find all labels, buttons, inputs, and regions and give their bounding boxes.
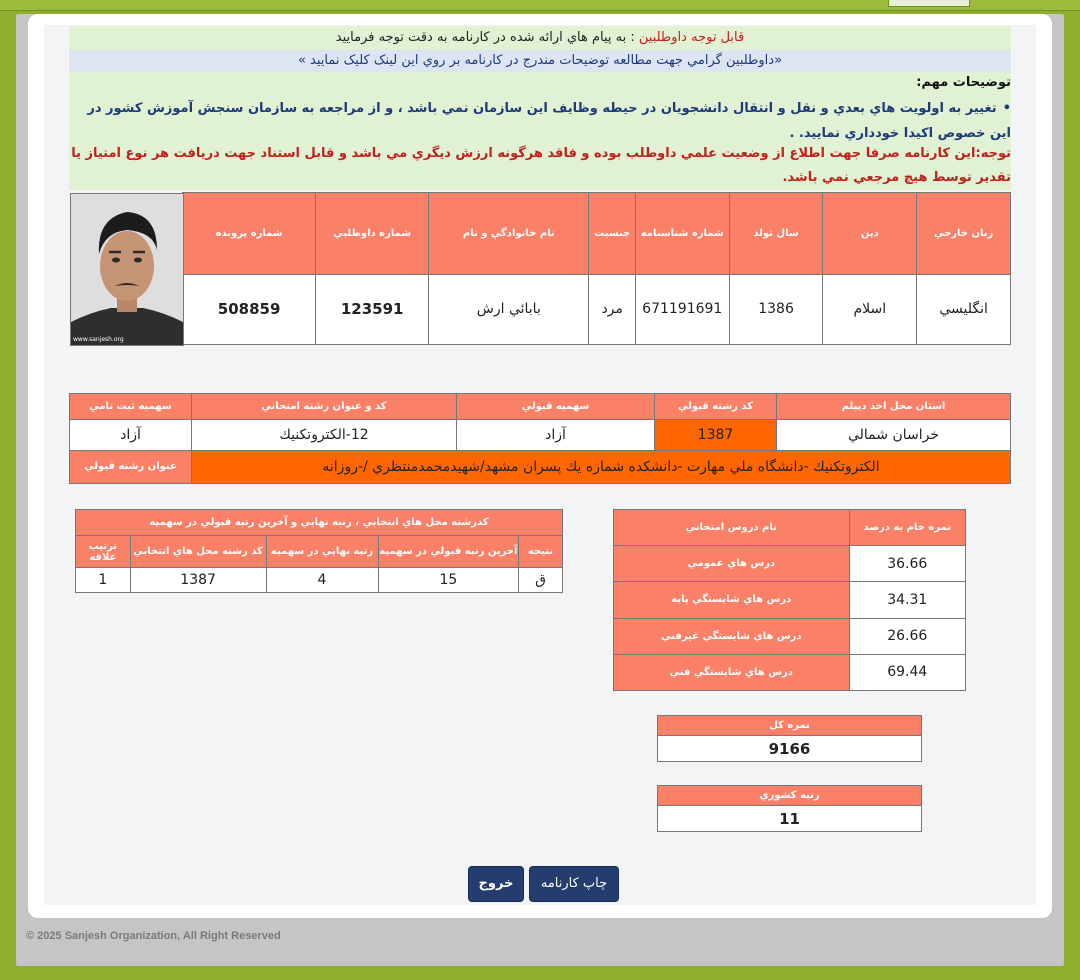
col-preference-order: ترتيب علاقه bbox=[76, 536, 131, 567]
scores-table bbox=[613, 509, 966, 691]
total-score-label: نمره کل bbox=[658, 716, 922, 736]
description-box bbox=[69, 72, 1011, 190]
score-value: 69.44 bbox=[849, 654, 965, 690]
col-name: نام خانوادگي و نام bbox=[429, 193, 589, 275]
choices-table bbox=[75, 509, 563, 593]
choices-caption-row bbox=[76, 510, 563, 536]
file-number-value: 508859 bbox=[183, 274, 316, 344]
name-value: بابائي ارش bbox=[429, 274, 589, 344]
subject-name: درس هاي شايستگي پايه bbox=[614, 582, 850, 618]
col-last-rank: آخرين رتبه قبولي در سهميه bbox=[378, 536, 519, 567]
accepted-title-value: الكتروتكنيك -دانشگاه ملي مهارت -دانشكده شماره يك پسران مشهد/شهيدمحمدمنتظري /-روزانه bbox=[192, 450, 1011, 483]
total-score-value: 9166 bbox=[658, 736, 922, 762]
explanation-link[interactable]: «داوطلبين گرامي جهت مطالعه توضيحات مندرج در كارنامه بر روي اين لينک كليک نماييد » bbox=[69, 50, 1011, 72]
country-rank-value: 11 bbox=[658, 806, 922, 832]
table-row bbox=[614, 582, 966, 618]
subject-name: درس هاي شايستگي فني bbox=[614, 654, 850, 690]
scores-header-row bbox=[614, 510, 966, 546]
attention-text: : به پيام هاي ارائه شده در كارنامه به دقت توجه فرماييد bbox=[335, 30, 635, 45]
admission-table bbox=[69, 393, 1011, 484]
last-rank-value: 15 bbox=[378, 567, 519, 592]
total-score-table bbox=[657, 715, 922, 762]
col-accepted-code: كد رشته قبولي bbox=[655, 394, 777, 420]
col-registration-quota: سهميه ثبت نامي bbox=[70, 394, 192, 420]
col-file-number: شماره پرونده bbox=[183, 193, 316, 275]
top-tab bbox=[888, 0, 970, 7]
footer-copyright: © 2025 Sanjesh Organization, All Right Reserved bbox=[26, 930, 281, 942]
col-religion: دين bbox=[823, 193, 917, 275]
preference-order-value: 1 bbox=[76, 567, 131, 592]
bullet-icon: • bbox=[1002, 101, 1011, 116]
candidate-photo-image bbox=[71, 194, 183, 345]
admission-header-row bbox=[70, 394, 1011, 420]
col-raw-percent: نمره خام به درصد bbox=[849, 510, 965, 546]
table-row bbox=[614, 654, 966, 690]
score-value: 26.66 bbox=[849, 618, 965, 654]
admission-value-row bbox=[70, 420, 1011, 450]
col-id-number: شماره شناسنامه bbox=[635, 193, 729, 275]
col-exam-field: كد و عنوان رشته امتحاني bbox=[192, 394, 457, 420]
col-subject-name: نام دروس امتحاني bbox=[614, 510, 850, 546]
accepted-code-value: 1387 bbox=[655, 420, 777, 450]
subject-name: درس هاي شايستگي غيرفني bbox=[614, 618, 850, 654]
accepted-quota-value: آزاد bbox=[457, 420, 655, 450]
country-rank-table bbox=[657, 785, 922, 832]
candidate-photo bbox=[70, 193, 184, 346]
top-strip bbox=[0, 0, 1080, 11]
id-number-value: 671191691 bbox=[635, 274, 729, 344]
diploma-province-value: خراسان شمالي bbox=[777, 420, 1011, 450]
candidate-value-row bbox=[183, 274, 1011, 344]
description-title: توضيحات مهم: bbox=[916, 75, 1011, 90]
table-row bbox=[614, 546, 966, 582]
exam-field-value: 12-الكتروتكنيك bbox=[192, 420, 457, 450]
col-birth-year: سال تولد bbox=[729, 193, 823, 275]
exit-button[interactable]: خروج bbox=[468, 866, 524, 902]
subject-name: درس هاي عمومي bbox=[614, 546, 850, 582]
score-value: 34.31 bbox=[849, 582, 965, 618]
candidate-number-value: 123591 bbox=[316, 274, 429, 344]
description-bullet bbox=[71, 96, 1011, 146]
print-button[interactable]: چاپ كارنامه bbox=[529, 866, 619, 902]
col-result: نتيجه bbox=[519, 536, 563, 567]
description-bullet-text: تغيير به اولويت هاي بعدي و نقل و انتقال دانشجويان در حيطه وظايف اين سازمان نمي باشد ، و از مراجعه به سازمان سنجش آموزش کشور در اين خصوص اکيدا خودداري نماييد. . bbox=[87, 101, 1011, 141]
foreign-language-value: انگليسي bbox=[917, 274, 1011, 344]
candidate-table bbox=[182, 192, 1011, 345]
birth-year-value: 1386 bbox=[729, 274, 823, 344]
final-rank-value: 4 bbox=[266, 567, 378, 592]
description-warning: توجه:اين کارنامه صرفا جهت اطلاع از وضعيت علمي داوطلب بوده و فاقد هرگونه ارزش ديگري مي باشد و قابل استناد جهت دريافت هر نوع امتياز يا تقدير توسط هيچ مرجعي نمي باشد. bbox=[71, 146, 1011, 185]
col-accepted-quota: سهميه قبولي bbox=[457, 394, 655, 420]
chosen-code-value: 1387 bbox=[130, 567, 266, 592]
table-row bbox=[76, 567, 563, 592]
attention-notice bbox=[69, 26, 1011, 50]
result-value: ق bbox=[519, 567, 563, 592]
col-diploma-province: استان محل اخذ ديپلم bbox=[777, 394, 1011, 420]
country-rank-label: رتبه كشوري bbox=[658, 786, 922, 806]
religion-value: اسلام bbox=[823, 274, 917, 344]
col-candidate-number: شماره داوطلبي bbox=[316, 193, 429, 275]
choices-header-row bbox=[76, 536, 563, 567]
col-gender: جنسيت bbox=[589, 193, 635, 275]
table-row bbox=[614, 618, 966, 654]
gender-value: مرد bbox=[589, 274, 635, 344]
col-foreign-language: زبان خارجي bbox=[917, 193, 1011, 275]
attention-label: قابل توجه داوطلبين bbox=[638, 30, 745, 45]
accepted-title-label: عنوان رشته قبولي bbox=[70, 450, 192, 483]
col-chosen-code: كد رشته محل هاي انتخابي bbox=[130, 536, 266, 567]
score-value: 36.66 bbox=[849, 546, 965, 582]
col-final-rank: رتبه نهايي در سهميه bbox=[266, 536, 378, 567]
candidate-header-row bbox=[183, 193, 1011, 275]
admission-title-row bbox=[70, 450, 1011, 483]
choices-caption: كدرشته محل هاي انتخابي ، رتبه نهايي و آخرين رتبه قبولي در سهميه bbox=[76, 510, 563, 536]
registration-quota-value: آزاد bbox=[70, 420, 192, 450]
photo-watermark: www.sanjesh.org bbox=[73, 336, 124, 343]
